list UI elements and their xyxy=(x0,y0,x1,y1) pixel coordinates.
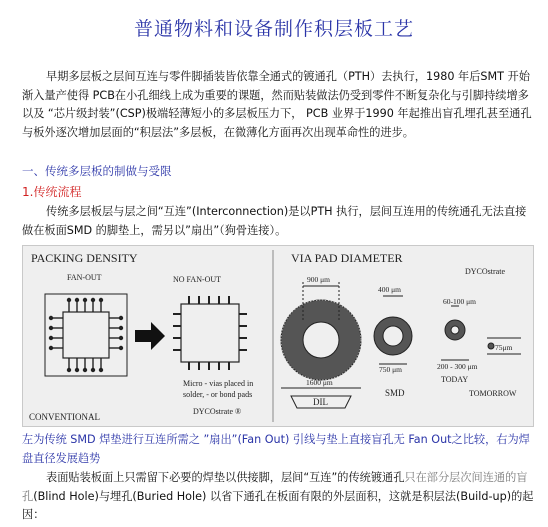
buildup-paragraph-main: 表面贴装板面上只需留下必要的焊垫以供接脚，层间“互连”的传统镀通孔 xyxy=(46,471,405,484)
micro-via-note-1: Micro - vias placed in xyxy=(183,379,254,388)
traditional-paragraph: 传统多层板层与层之间“互连”(Interconnection)是以PTH 执行，层间互连用的传统通孔无法直接做在板面SMD 的脚垫上，需另以”扇出”（狗骨连接）。 xyxy=(22,205,527,237)
dim-75-label: 75μm xyxy=(495,343,513,352)
buildup-paragraph-tail: (Blind Hole)与埋孔(Buried Hole) 以省下通孔在板面有限的外层面积，这就是积层法(Build-up)的起因： xyxy=(22,489,534,522)
dim-200-300-label: 200 - 300 μm xyxy=(437,362,478,371)
dim-400-label: 400 μm xyxy=(378,285,401,294)
section-heading: 一、传统多层板的制做与受限 xyxy=(22,164,172,178)
fan-out-label: FAN-OUT xyxy=(67,273,102,282)
dim-60-100-label: 60-100 μm xyxy=(443,297,476,306)
no-fan-out-package xyxy=(173,296,247,370)
dycostrate-right-label: DYCOstrate xyxy=(465,267,505,276)
conventional-label: CONVENTIONAL xyxy=(29,412,100,422)
today-pad-diagram xyxy=(441,306,469,360)
intro-paragraph: 早期多层板之层间互连与零件脚插装皆依靠全通式的镀通孔（PTH）去执行，1980 年后SMT 开始渐入量产使得 PCB在小孔细线上成为重要的课题，然而贴装做法仍受到零件不断复杂化与引脚持续增多以及 “芯片级封装”(CSP)极端轻薄短小的多层板压力下， PCB 业界于1990 年起推出盲孔埋孔甚至通孔与板外逐次增加层面的“积层法”多层板，在微薄化方面再次出现革命性的进步。 xyxy=(22,70,532,139)
page-title: 普通物料和设备制作积层板工艺 xyxy=(133,18,414,40)
dim-900-label: 900 μm xyxy=(307,275,330,284)
figure-drawing xyxy=(23,246,533,426)
dim-1600-label: 1600 μm xyxy=(306,378,333,387)
dycostrate-left-label: DYCOstrate ® xyxy=(193,407,242,416)
dim-750-label: 750 μm xyxy=(379,365,402,374)
today-label: TODAY xyxy=(441,375,469,384)
micro-via-note-2: solder, - or bond pads xyxy=(183,390,253,399)
buildup-paragraph-grey: 只在部分层次间连通的盲孔 xyxy=(22,471,528,503)
smd-pad-diagram xyxy=(374,296,412,364)
smd-label: SMD xyxy=(385,388,405,398)
arrow-right-icon xyxy=(135,322,165,350)
dil-label: DIL xyxy=(313,397,328,407)
fan-out-package xyxy=(45,294,127,376)
figure-caption: 左为传统 SMD 焊垫进行互连所需之 ”扇出”(Fan Out) 引线与垫上直接盲孔无 Fan Out之比较，右为焊盘直径发展趋势 xyxy=(22,433,530,465)
tomorrow-label: TOMORROW xyxy=(469,389,517,398)
dil-pad-diagram xyxy=(281,282,361,408)
packing-density-title: PACKING DENSITY xyxy=(31,251,138,265)
no-fan-out-label: NO FAN-OUT xyxy=(173,275,222,284)
buildup-paragraph xyxy=(22,469,534,525)
packing-density-figure xyxy=(22,245,534,427)
via-pad-diameter-title: VIA PAD DIAMETER xyxy=(291,251,403,265)
subheading-traditional-process: 1.传统流程 xyxy=(22,185,82,199)
